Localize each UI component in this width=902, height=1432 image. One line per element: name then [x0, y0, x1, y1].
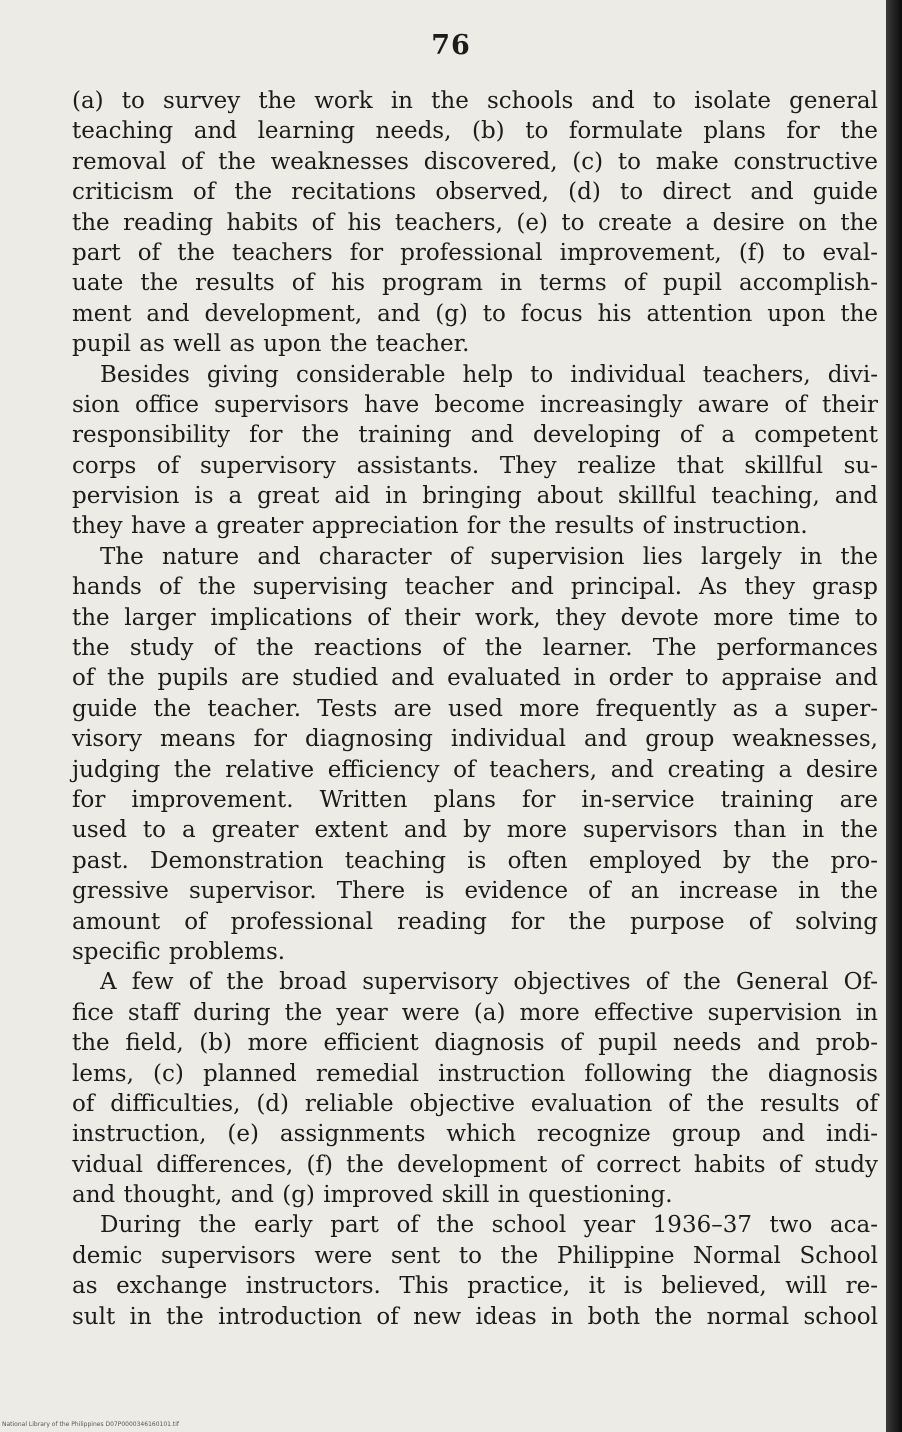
text-line: teaching and learning needs, (b) to formulate plans for the [72, 118, 878, 145]
text-line: vidual differences, (f) the development of correct habits of study [72, 1151, 878, 1178]
text-line: hands of the supervising teacher and principal. As they grasp [72, 574, 878, 601]
text-line: responsibility for the training and developing of a competent [72, 422, 878, 449]
text-line: used to a greater extent and by more supervisors than in the [72, 817, 878, 844]
text-line: corps of supervisory assistants. They realize that skillful su- [72, 452, 878, 479]
text-line: pupil as well as upon the teacher. [72, 331, 470, 358]
text-line: guide the teacher. Tests are used more frequently as a super- [72, 695, 878, 722]
text-line: removal of the weaknesses discovered, (c) to make constructive [72, 148, 878, 175]
paragraph [72, 967, 878, 1210]
text-line: pervision is a great aid in bringing about skillful teaching, and [72, 483, 878, 510]
text-line: demic supervisors were sent to the Philippine Normal School [72, 1242, 878, 1269]
text-line: the larger implications of their work, they devote more time to [72, 604, 878, 631]
text-line: amount of professional reading for the purpose of solving [72, 908, 878, 935]
paragraph [72, 542, 878, 967]
text-line: specific problems. [72, 938, 286, 965]
text-line: During the early part of the school year 1936–37 two aca- [100, 1212, 878, 1239]
text-line: judging the relative efficiency of teachers, and creating a desire [72, 756, 878, 783]
text-line: fice staff during the year were (a) more effective supervision in [72, 999, 878, 1026]
body-text [72, 86, 878, 1332]
text-line: part of the teachers for professional improvement, (f) to eval- [72, 239, 878, 266]
text-line: for improvement. Written plans for in-service training are [72, 786, 878, 813]
paragraph [72, 86, 878, 360]
text-line: and thought, and (g) improved skill in questioning. [72, 1182, 673, 1209]
text-line: Besides giving considerable help to individual teachers, divi- [100, 361, 878, 388]
text-line: of the pupils are studied and evaluated in order to appraise and [72, 665, 878, 692]
page-number: 76 [431, 30, 471, 61]
text-line: the reading habits of his teachers, (e) to create a desire on the [72, 209, 878, 236]
text-line: sion office supervisors have become increasingly aware of their [72, 391, 878, 418]
text-line: The nature and character of supervision lies largely in the [100, 543, 878, 570]
text-line: past. Demonstration teaching is often employed by the pro- [72, 847, 878, 874]
page-edge-shadow [886, 0, 902, 1432]
text-line: the study of the reactions of the learner. The performances [72, 635, 878, 662]
text-line: they have a greater appreciation for the results of instruction. [72, 513, 808, 540]
text-line: uate the results of his program in terms of pupil accomplish- [72, 270, 878, 297]
text-line: (a) to survey the work in the schools and to isolate general [72, 88, 878, 114]
text-line: visory means for diagnosing individual and group weaknesses, [72, 726, 878, 753]
text-line: the field, (b) more efficient diagnosis of pupil needs and prob- [72, 1030, 878, 1057]
text-line: ment and development, and (g) to focus his attention upon the [72, 300, 878, 327]
text-line: A few of the broad supervisory objectives of the General Of- [100, 969, 878, 996]
text-line: as exchange instructors. This practice, it is believed, will re- [72, 1273, 878, 1300]
text-line: of difficulties, (d) reliable objective evaluation of the results of [72, 1090, 878, 1117]
paragraph [72, 360, 878, 542]
paragraph [72, 1210, 878, 1332]
text-line: lems, (c) planned remedial instruction following the diagnosis [72, 1060, 878, 1087]
text-line: sult in the introduction of new ideas in both the normal school [72, 1303, 878, 1330]
text-line: gressive supervisor. There is evidence of an increase in the [72, 878, 878, 905]
text-line: instruction, (e) assignments which recognize group and indi- [72, 1121, 878, 1148]
text-line: criticism of the recitations observed, (d) to direct and guide [72, 179, 878, 206]
footer-credit: National Library of the Philippines D07P0000346160101.tif [2, 1421, 180, 1428]
